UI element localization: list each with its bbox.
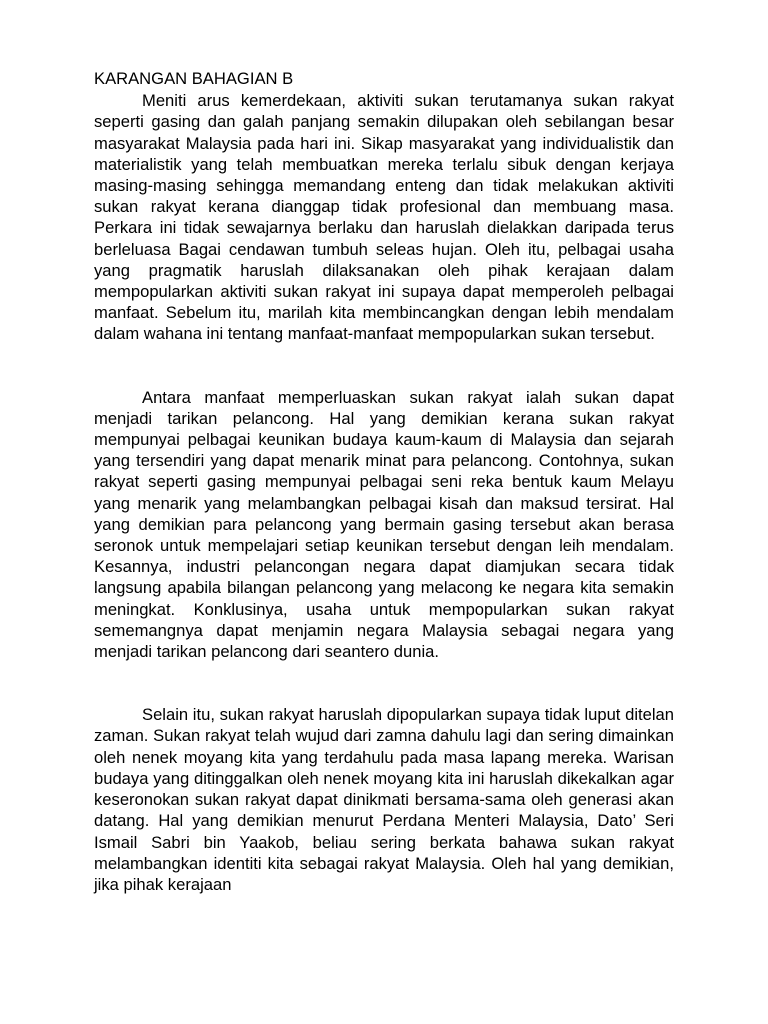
essay-heading: KARANGAN BAHAGIAN B <box>94 69 294 88</box>
paragraph-heritage: Selain itu, sukan rakyat haruslah dipopularkan supaya tidak luput ditelan zaman. Sukan rakyat telah wujud dari zamna dahulu lagi dan sering dimainkan oleh nenek moyang kita yang terdahulu pada masa lapang mereka. Warisan budaya yang ditinggalkan oleh nenek moyang kita ini haruslah dikekalkan agar keseronokan sukan rakyat dapat dinikmati bersama-sama oleh generasi akan datang. Hal yang demikian menurut Perdana Menteri Malaysia, Dato’ Seri Ismail Sabri bin Yaakob, beliau sering berkata bahawa sukan rakyat melambangkan identiti kita sebagai rakyat Malaysia. Oleh hal yang demikian, jika pihak kerajaan <box>94 705 674 894</box>
paragraph-introduction: Meniti arus kemerdekaan, aktiviti sukan terutamanya sukan rakyat seperti gasing dan galah panjang semakin dilupakan oleh sebilangan besar masyarakat Malaysia pada hari ini. Sikap masyarakat yang individualistik dan materialistik yang telah membuatkan mereka terlalu sibuk dengan kerjaya masing-masing sehingga memandang enteng dan tidak melakukan aktiviti sukan rakyat kerana dianggap tidak profesional dan membuang masa. Perkara ini tidak sewajarnya berlaku dan haruslah dielakkan daripada terus berleluasa Bagai cendawan tumbuh seleas hujan. Oleh itu, pelbagai usaha yang pragmatik haruslah dilaksanakan oleh pihak kerajaan dalam mempopularkan aktiviti sukan rakyat ini supaya dapat memperoleh pelbagai manfaat. Sebelum itu, marilah kita membincangkan dengan lebih mendalam dalam wahana ini tentang manfaat-manfaat mempopularkan sukan tersebut. <box>94 91 674 344</box>
essay-body <box>94 68 674 895</box>
paragraph-tourism: Antara manfaat memperluaskan sukan rakyat ialah sukan dapat menjadi tarikan pelancong. Hal yang demikian kerana sukan rakyat mempunyai pelbagai keunikan budaya kaum-kaum di Malaysia dan sejarah yang tersendiri yang dapat menarik minat para pelancong. Contohnya, sukan rakyat seperti gasing mempunyai pelbagai seni reka bentuk kaum Melayu yang menarik yang melambangkan pelbagai kisah dan maksud tersirat. Hal yang demikian para pelancong yang bermain gasing tersebut akan berasa seronok untuk mempelajari setiap keunikan tersebut dengan leih mendalam. Kesannya, industri pelancongan negara dapat diamjukan secara tidak langsung apabila bilangan pelancong yang melacong ke negara kita semakin meningkat. Konklusinya, usaha untuk mempopularkan sukan rakyat sememangnya dapat menjamin negara Malaysia sebagai negara yang menjadi tarikan pelancong dari seantero dunia. <box>94 387 674 662</box>
